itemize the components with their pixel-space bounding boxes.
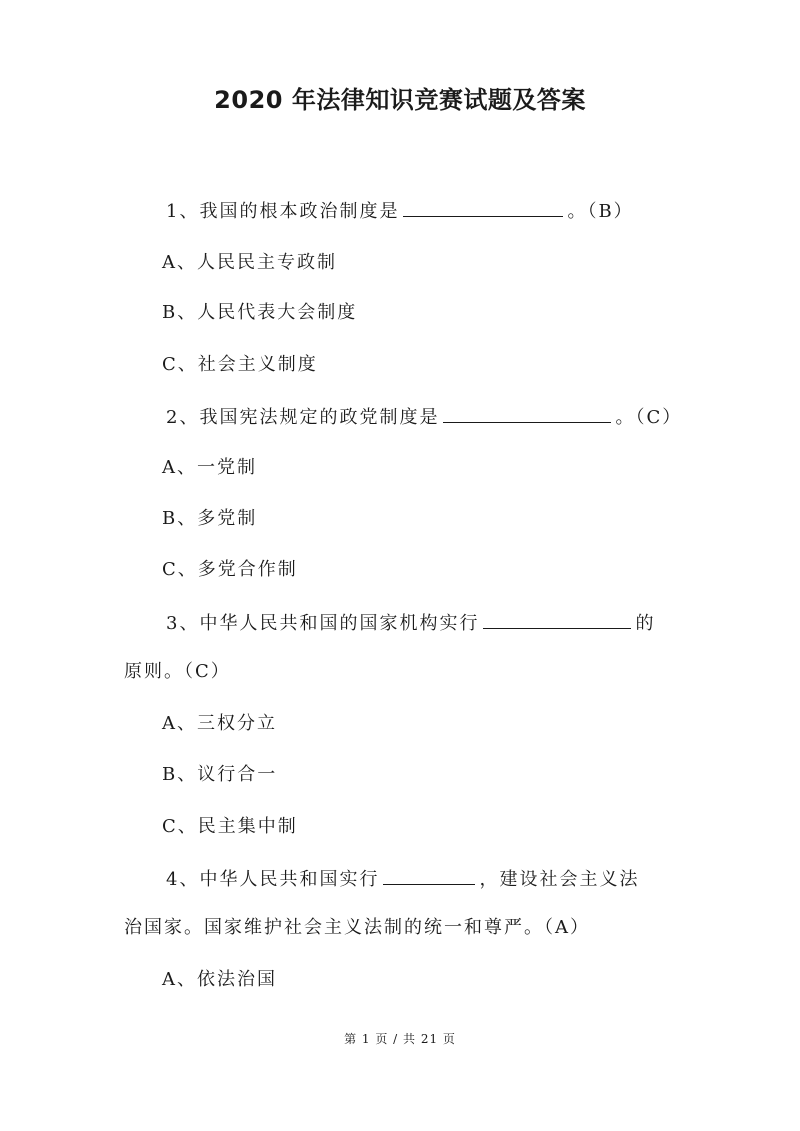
question-3-option-b: B、议行合一 (162, 764, 278, 785)
question-3 (166, 610, 655, 637)
question-2-blank (443, 404, 611, 423)
question-4 (166, 866, 639, 893)
question-3-blank (483, 610, 631, 629)
question-1 (166, 198, 634, 225)
question-2-option-c: C、多党合作制 (162, 559, 298, 580)
question-1-option-b: B、人民代表大会制度 (162, 302, 358, 323)
question-3-continuation: 原则。（C） (124, 661, 231, 682)
question-1-answer: 。（B） (567, 201, 634, 222)
question-3-text: 3、中华人民共和国的国家机构实行 (166, 613, 480, 634)
question-3-option-c: C、民主集中制 (162, 816, 298, 837)
question-1-option-c: C、社会主义制度 (162, 354, 318, 375)
question-2-option-b: B、多党制 (162, 508, 258, 529)
question-4-text: 4、中华人民共和国实行 (166, 869, 380, 890)
question-1-text: 1、我国的根本政治制度是 (166, 201, 400, 222)
question-2-option-a: A、一党制 (162, 457, 257, 478)
question-3-suffix: 的 (635, 613, 656, 634)
question-4-suffix: ，建设社会主义法 (479, 869, 640, 890)
question-2-text: 2、我国宪法规定的政党制度是 (166, 407, 440, 428)
page-footer: 第 1 页 / 共 21 页 (344, 1032, 456, 1046)
question-2 (166, 404, 682, 431)
question-4-option-a: A、依法治国 (162, 969, 277, 990)
question-1-option-a: A、人民民主专政制 (162, 252, 337, 273)
question-4-continuation: 治国家。国家维护社会主义法制的统一和尊严。（A） (124, 917, 590, 938)
question-4-blank (383, 866, 475, 885)
question-2-answer: 。（C） (615, 407, 683, 428)
question-3-option-a: A、三权分立 (162, 713, 277, 734)
document-title: 2020 年法律知识竞赛试题及答案 (214, 86, 586, 114)
question-1-blank (403, 198, 563, 217)
